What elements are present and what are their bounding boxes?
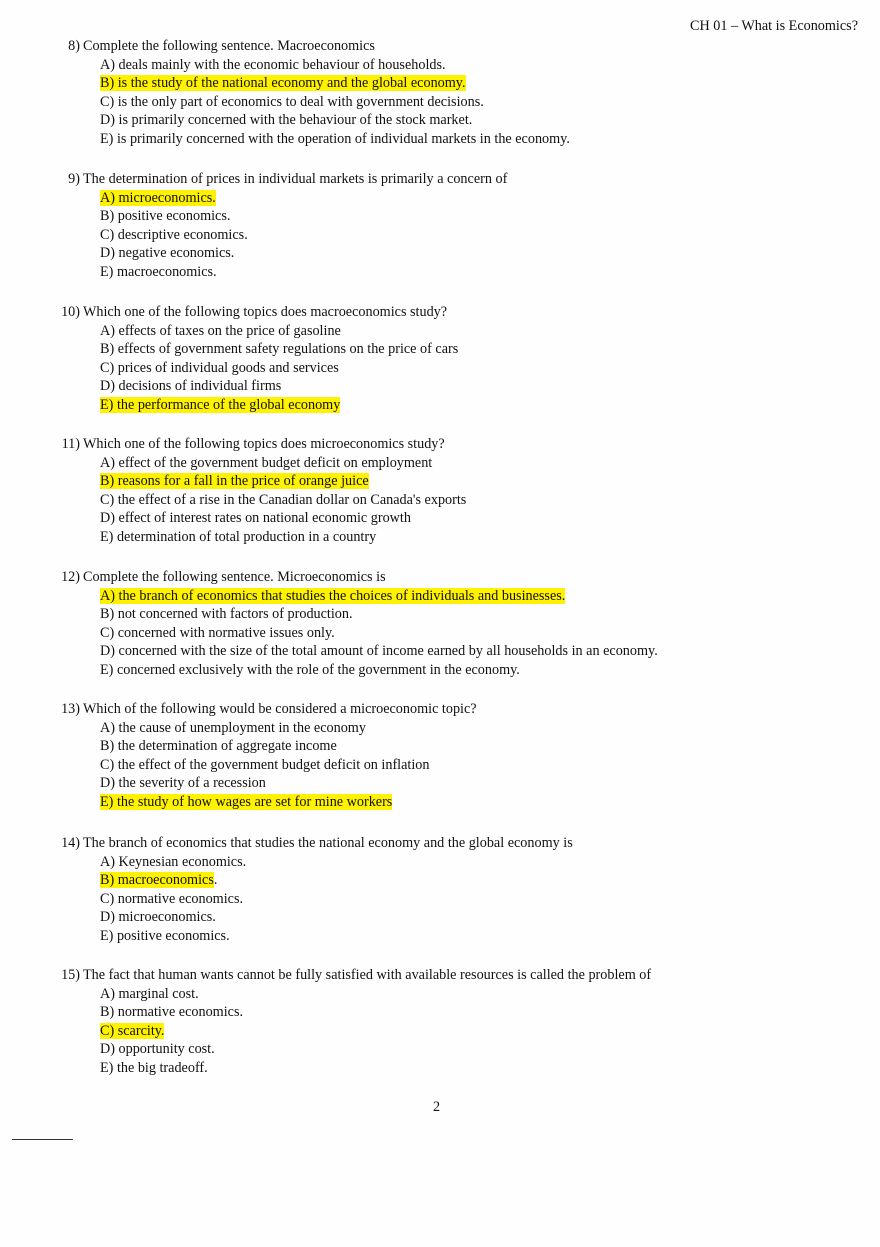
- answer-text: C) the effect of a rise in the Canadian dollar on Canada's exports: [100, 491, 467, 508]
- answer-option-content: [100, 624, 335, 643]
- question-number: 13): [61, 701, 80, 717]
- answer-option: [0, 359, 880, 378]
- answer-text: C) the effect of the government budget deficit on inflation: [100, 756, 430, 773]
- answer-option: [0, 1059, 880, 1078]
- answer-option: [0, 605, 880, 624]
- answer-option: [0, 661, 880, 680]
- answer-option-content: [100, 756, 430, 775]
- answer-option: [0, 719, 880, 738]
- question-line: [0, 834, 880, 853]
- answer-option-content: [100, 528, 376, 547]
- answer-option-content: [100, 359, 339, 378]
- answer-option-content: [100, 454, 432, 473]
- answer-option: [0, 624, 880, 643]
- answer-option-content: [100, 93, 484, 112]
- question-line: [0, 568, 880, 587]
- answer-option: [0, 1003, 880, 1022]
- question-12: [0, 568, 880, 680]
- answer-option-content: [100, 890, 243, 909]
- answer-option: [0, 1040, 880, 1059]
- answer-option-content: [100, 774, 266, 793]
- answer-option: [0, 396, 880, 415]
- answer-text: D) decisions of individual firms: [100, 378, 282, 395]
- question-text: The fact that human wants cannot be fully satisfied with available resources is called the problem of: [83, 967, 652, 983]
- question-text: Which one of the following topics does microeconomics study?: [83, 436, 445, 452]
- answer-text: E) concerned exclusively with the role of the government in the economy.: [100, 661, 520, 678]
- answer-option-content: [100, 1059, 208, 1078]
- answer-option-content: [100, 587, 565, 606]
- answer-text: B) effects of government safety regulations on the price of cars: [100, 341, 459, 358]
- page-number: 2: [433, 1099, 441, 1115]
- answer-option: [0, 509, 880, 528]
- answer-text: C) descriptive economics.: [100, 226, 248, 243]
- answer-text: B) not concerned with factors of production.: [100, 606, 353, 623]
- answer-option: [0, 111, 880, 130]
- answer-option: [0, 587, 880, 606]
- answer-option: [0, 756, 880, 775]
- answer-text: E) the big tradeoff.: [100, 1059, 208, 1076]
- answer-option: [0, 189, 880, 208]
- answer-option-content: [100, 871, 217, 890]
- answer-suffix: .: [213, 872, 218, 889]
- answer-option-content: [100, 396, 340, 415]
- question-8: [0, 37, 880, 149]
- answer-option: [0, 642, 880, 661]
- answer-option: [0, 890, 880, 909]
- answer-option: [0, 737, 880, 756]
- answer-option-content: [100, 111, 472, 130]
- answer-option: [0, 130, 880, 149]
- correct-answer-text: B) reasons for a fall in the price of orange juice: [100, 473, 369, 490]
- answer-text: D) microeconomics.: [100, 909, 216, 926]
- correct-answer-text: E) the performance of the global economy: [100, 396, 341, 413]
- question-11: [0, 435, 880, 547]
- answer-option: [0, 528, 880, 547]
- answer-option-content: [100, 719, 366, 738]
- answer-option: [0, 322, 880, 341]
- answer-option-content: [100, 509, 411, 528]
- answer-option: [0, 226, 880, 245]
- answer-option: [0, 472, 880, 491]
- answer-option: [0, 454, 880, 473]
- answer-text: B) the determination of aggregate income: [100, 738, 337, 755]
- answer-option-content: [100, 226, 248, 245]
- question-line: [0, 966, 880, 985]
- answer-option: [0, 491, 880, 510]
- question-10: [0, 303, 880, 415]
- answer-text: C) prices of individual goods and services: [100, 359, 339, 376]
- answer-text: B) normative economics.: [100, 1004, 244, 1021]
- question-number: 12): [61, 569, 80, 585]
- answer-text: E) macroeconomics.: [100, 263, 217, 280]
- answer-option-content: [100, 793, 392, 812]
- answer-option: [0, 927, 880, 946]
- answer-text: D) concerned with the size of the total amount of income earned by all households in an economy.: [100, 643, 658, 660]
- answer-option-content: [100, 927, 230, 946]
- question-text: Complete the following sentence. Microeconomics is: [83, 569, 386, 585]
- question-text: Which of the following would be considered a microeconomic topic?: [83, 701, 477, 717]
- question-line: [0, 37, 880, 56]
- question-number: 8): [68, 38, 80, 54]
- correct-answer-text: B) is the study of the national economy and the global economy.: [100, 75, 466, 92]
- question-number: 10): [61, 304, 80, 320]
- answer-text: D) the severity of a recession: [100, 775, 266, 792]
- answer-option-content: [100, 472, 369, 491]
- answer-text: D) effect of interest rates on national economic growth: [100, 510, 411, 527]
- question-line: [0, 303, 880, 322]
- answer-option-content: [100, 737, 337, 756]
- answer-option-content: [100, 207, 230, 226]
- answer-option: [0, 244, 880, 263]
- answer-option: [0, 207, 880, 226]
- answer-text: A) the cause of unemployment in the economy: [100, 719, 366, 736]
- answer-option: [0, 56, 880, 75]
- answer-option: [0, 871, 880, 890]
- question-line: [0, 700, 880, 719]
- answer-text: E) determination of total production in a country: [100, 528, 377, 545]
- answer-text: E) is primarily concerned with the operation of individual markets in the economy.: [100, 130, 570, 147]
- answer-text: C) concerned with normative issues only.: [100, 624, 335, 641]
- answer-option-content: [100, 244, 234, 263]
- answer-option-content: [100, 853, 246, 872]
- correct-answer-text: A) microeconomics.: [100, 189, 216, 206]
- answer-text: A) deals mainly with the economic behaviour of households.: [100, 56, 446, 73]
- answer-option-content: [100, 1022, 164, 1041]
- answer-text: A) Keynesian economics.: [100, 853, 247, 870]
- question-9: [0, 170, 880, 282]
- answer-text: B) positive economics.: [100, 208, 231, 225]
- correct-answer-text: E) the study of how wages are set for mine workers: [100, 793, 393, 810]
- answer-option: [0, 74, 880, 93]
- answer-option: [0, 793, 880, 812]
- page-header: CH 01 – What is Economics?: [690, 18, 858, 34]
- answer-option-content: [100, 263, 217, 282]
- answer-text: E) positive economics.: [100, 927, 230, 944]
- answer-option: [0, 908, 880, 927]
- answer-text: C) normative economics.: [100, 890, 244, 907]
- answer-option-content: [100, 377, 281, 396]
- answer-option: [0, 853, 880, 872]
- question-number: 14): [61, 835, 80, 851]
- answer-option: [0, 985, 880, 1004]
- question-text: Which one of the following topics does macroeconomics study?: [83, 304, 448, 320]
- footnote-rule: [12, 1139, 73, 1140]
- answer-option-content: [100, 1040, 215, 1059]
- answer-option: [0, 1022, 880, 1041]
- question-13: [0, 700, 880, 812]
- answer-option: [0, 340, 880, 359]
- answer-option-content: [100, 56, 446, 75]
- question-number: 11): [61, 436, 80, 452]
- question-text: Complete the following sentence. Macroeconomics: [83, 38, 375, 54]
- answer-option: [0, 93, 880, 112]
- question-15: [0, 966, 880, 1078]
- answer-option-content: [100, 322, 341, 341]
- answer-option-content: [100, 642, 658, 661]
- answer-text: A) effects of taxes on the price of gasoline: [100, 322, 341, 339]
- answer-text: D) opportunity cost.: [100, 1041, 215, 1058]
- answer-option: [0, 263, 880, 282]
- question-text: The branch of economics that studies the national economy and the global economy is: [83, 835, 573, 851]
- question-line: [0, 170, 880, 189]
- answer-text: D) is primarily concerned with the behaviour of the stock market.: [100, 112, 473, 129]
- correct-answer-text: C) scarcity.: [100, 1022, 165, 1039]
- answer-option: [0, 774, 880, 793]
- answer-option-content: [100, 74, 466, 93]
- answer-text: D) negative economics.: [100, 245, 235, 262]
- question-14: [0, 834, 880, 946]
- answer-option-content: [100, 661, 520, 680]
- answer-option-content: [100, 605, 353, 624]
- question-number: 15): [61, 967, 80, 983]
- question-line: [0, 435, 880, 454]
- answer-option-content: [100, 130, 570, 149]
- question-text: The determination of prices in individual markets is primarily a concern of: [83, 171, 508, 187]
- answer-option-content: [100, 189, 216, 208]
- answer-option-content: [100, 491, 466, 510]
- answer-text: C) is the only part of economics to deal with government decisions.: [100, 93, 484, 110]
- answer-option-content: [100, 340, 458, 359]
- question-number: 9): [68, 171, 80, 187]
- answer-option-content: [100, 908, 216, 927]
- answer-option-content: [100, 985, 199, 1004]
- correct-answer-text: B) macroeconomics: [100, 872, 214, 889]
- answer-option: [0, 377, 880, 396]
- correct-answer-text: A) the branch of economics that studies the choices of individuals and businesses.: [100, 587, 566, 604]
- answer-text: A) marginal cost.: [100, 985, 199, 1002]
- answer-text: A) effect of the government budget deficit on employment: [100, 454, 433, 471]
- answer-option-content: [100, 1003, 243, 1022]
